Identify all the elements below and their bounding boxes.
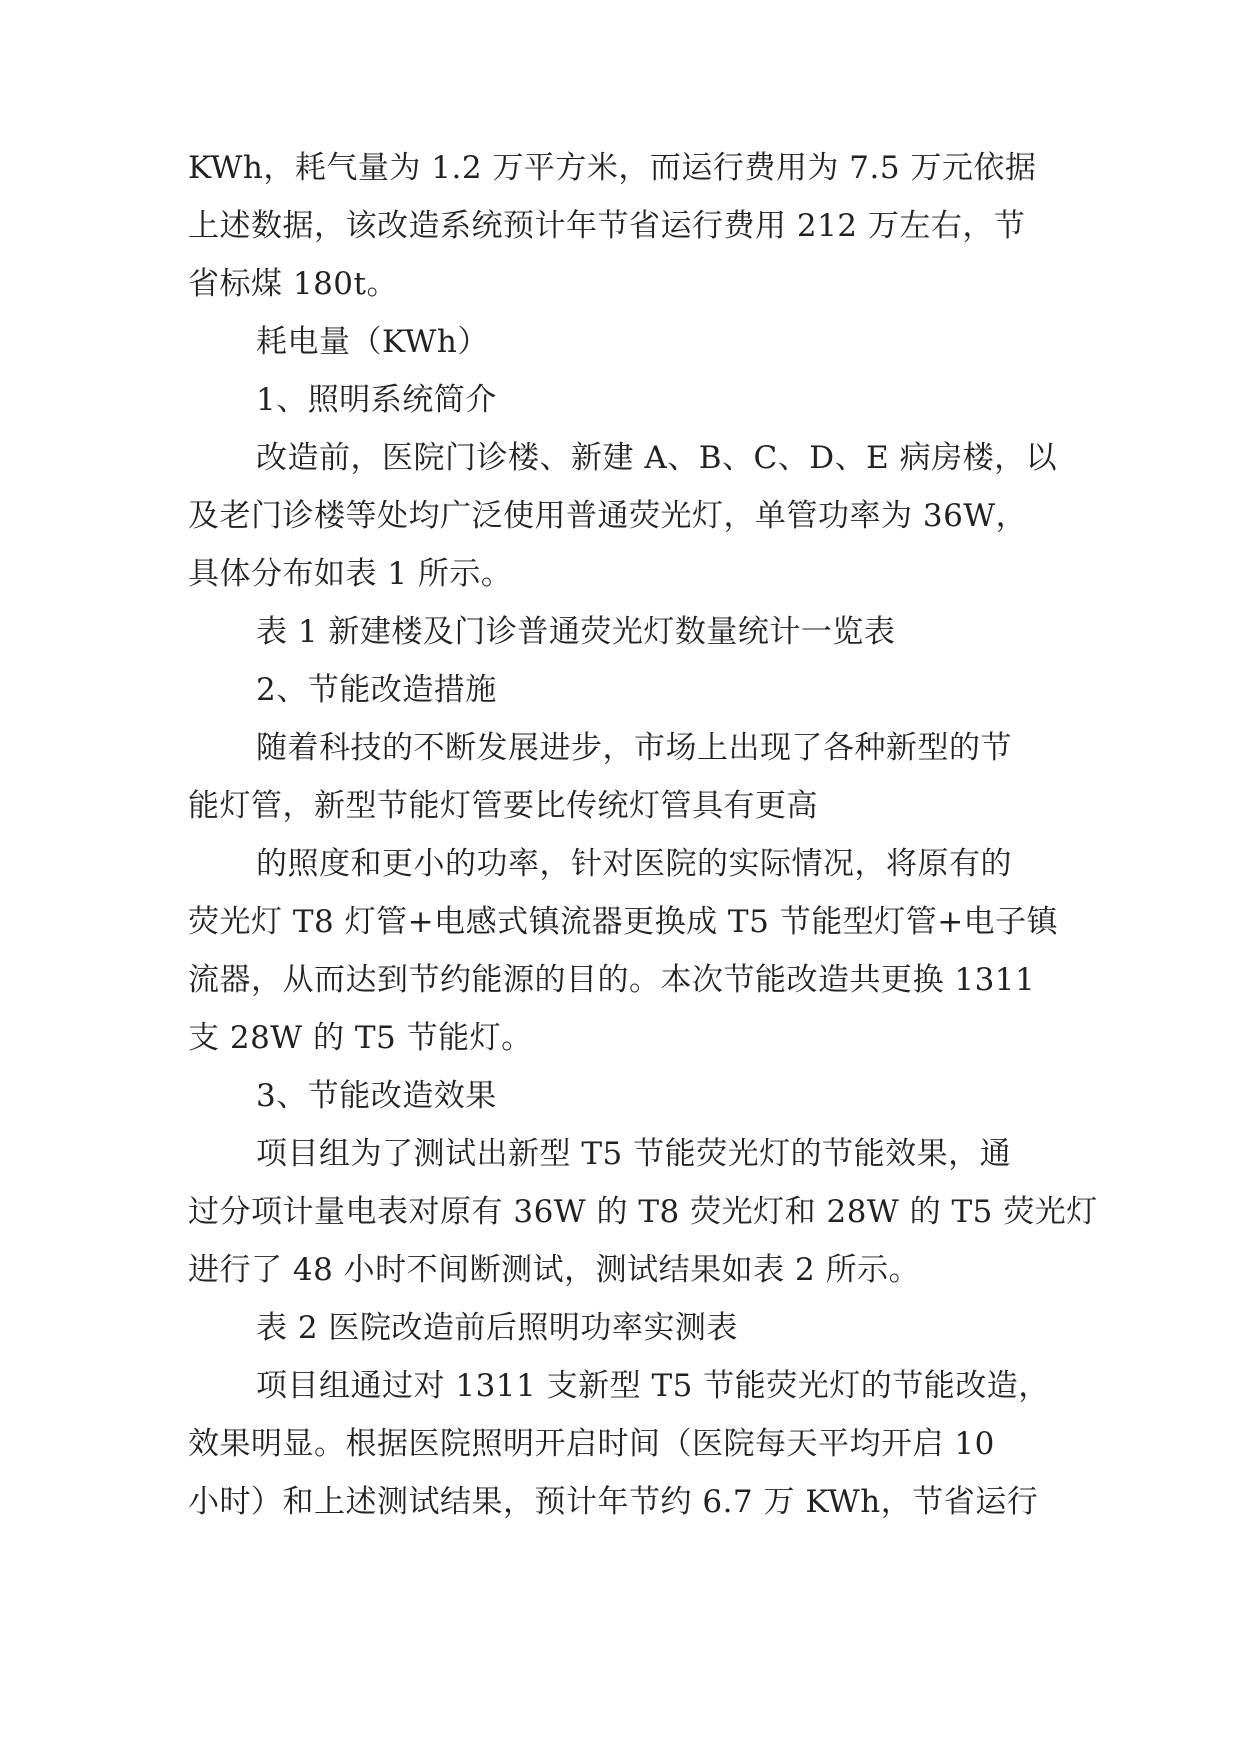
- text-line-11: 随着科技的不断发展进步，市场上出现了各种新型的节: [256, 730, 1012, 766]
- text-line-13: 的照度和更小的功率，针对医院的实际情况，将原有的: [256, 846, 1012, 882]
- text-line-14: 荧光灯 T8 灯管+电感式镇流器更换成 T5 节能型灯管+电子镇: [188, 904, 1059, 940]
- text-line-3: 省标煤 180t。: [188, 266, 398, 302]
- text-line-24: 小时）和上述测试结果，预计年节约 6.7 万 KWh，节省运行: [188, 1484, 1039, 1520]
- section-heading-2: 2、节能改造措施: [256, 672, 497, 708]
- text-line-20: 进行了 48 小时不间断测试，测试结果如表 2 所示。: [188, 1252, 921, 1288]
- text-line-12: 能灯管，新型节能灯管要比传统灯管具有更高: [188, 788, 818, 824]
- text-line-4: 耗电量（KWh）: [256, 324, 489, 360]
- text-line-2: 上述数据，该改造系统预计年节省运行费用 212 万左右，节: [188, 208, 1026, 244]
- table-caption-1: 表 1 新建楼及门诊普通荧光灯数量统计一览表: [256, 614, 896, 650]
- section-heading-3: 3、节能改造效果: [256, 1078, 497, 1114]
- text-line-7: 及老门诊楼等处均广泛使用普通荧光灯，单管功率为 36W，: [188, 498, 1028, 534]
- section-heading-1: 1、照明系统简介: [256, 382, 497, 418]
- text-line-23: 效果明显。根据医院照明开启时间（医院每天平均开启 10: [188, 1426, 995, 1462]
- text-line-6: 改造前，医院门诊楼、新建 A、B、C、D、E 病房楼，以: [256, 440, 1058, 476]
- text-line-15: 流器，从而达到节约能源的目的。本次节能改造共更换 1311: [188, 962, 1036, 998]
- text-line-1: KWh，耗气量为 1.2 万平方米，而运行费用为 7.5 万元依据: [188, 150, 1037, 186]
- table-caption-2: 表 2 医院改造前后照明功率实测表: [256, 1310, 738, 1346]
- text-line-18: 项目组为了测试出新型 T5 节能荧光灯的节能效果，通: [256, 1136, 1012, 1172]
- text-line-19: 过分项计量电表对原有 36W 的 T8 荧光灯和 28W 的 T5 荧光灯: [188, 1194, 1098, 1230]
- text-line-22: 项目组通过对 1311 支新型 T5 节能荧光灯的节能改造，: [256, 1368, 1050, 1404]
- text-line-16: 支 28W 的 T5 节能灯。: [188, 1020, 533, 1056]
- text-line-8: 具体分布如表 1 所示。: [188, 556, 513, 592]
